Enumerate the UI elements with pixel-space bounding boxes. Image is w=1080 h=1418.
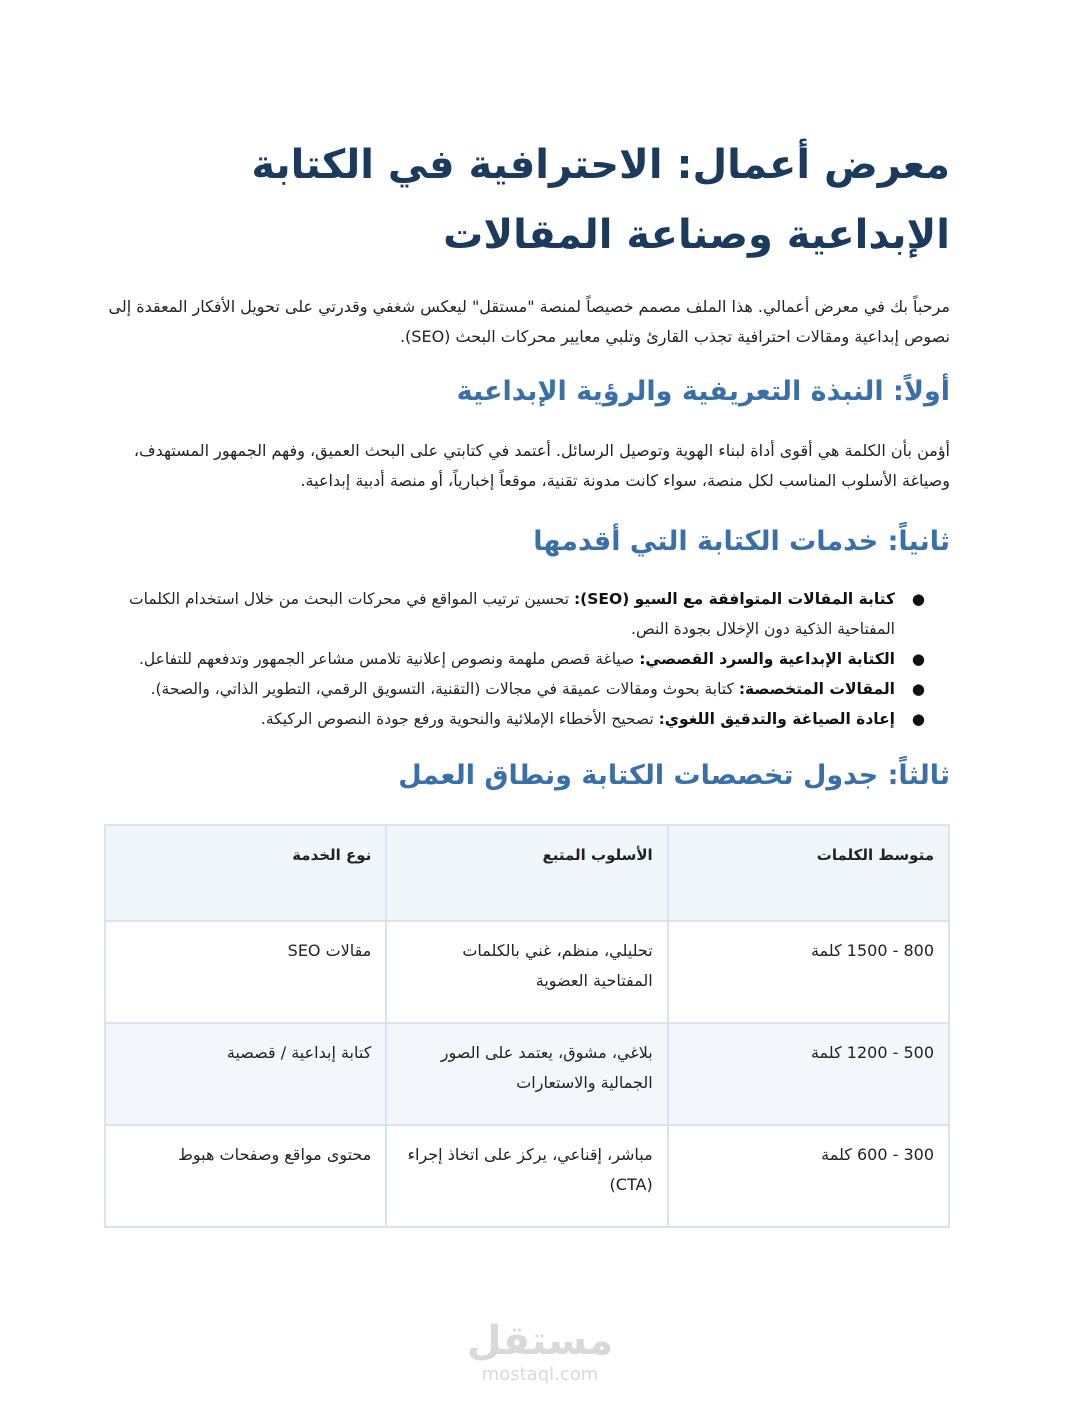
list-item [104, 674, 925, 704]
document-page [104, 130, 950, 1228]
bullet-icon: ● [911, 590, 925, 608]
column-header: متوسط الكلمات [668, 825, 949, 921]
table-cell: 500 - 1200 كلمة [668, 1023, 949, 1125]
page-title: معرض أعمال: الاحترافية في الكتابة الإبداعية وصناعة المقالات [251, 142, 950, 258]
list-item [104, 704, 925, 734]
mostaql-watermark [0, 1318, 1080, 1386]
bullet-icon: ● [911, 710, 925, 728]
mostaql-logo: مستقل [466, 1318, 614, 1364]
service-title: كتابة المقالات المتوافقة مع السيو (SEO): [573, 590, 895, 608]
services-list [104, 584, 950, 734]
service-title: المقالات المتخصصة: [738, 680, 895, 698]
service-title: إعادة الصياغة والتدقيق اللغوي: [658, 710, 895, 728]
column-header: الأسلوب المتبع [386, 825, 667, 921]
table-header-row [105, 825, 949, 921]
service-description: صياغة قصص ملهمة ونصوص إعلانية تلامس مشاعر الجمهور وتدفعهم للتفاعل. [138, 650, 640, 668]
section-heading-services: ثانياً: خدمات الكتابة التي أقدمها [533, 526, 950, 557]
section-heading-profile: أولاً: النبذة التعريفية والرؤية الإبداعية [456, 376, 950, 407]
table-row [105, 921, 949, 1023]
table-cell: 800 - 1500 كلمة [668, 921, 949, 1023]
intro-paragraph: مرحباً بك في معرض أعمالي. هذا الملف مصمم خصيصاً لمنصة "مستقل" ليعكس شغفي وقدرتي على تحويل الأفكار المعقدة إلى نصوص إبداعية ومقالات احترافية تجذب القارئ وتلبي معايير محركات البحث (SEO). [108, 297, 950, 346]
table-cell: محتوى مواقع وصفحات هبوط [105, 1125, 386, 1227]
bullet-icon: ● [911, 650, 925, 668]
specialties-table [104, 824, 950, 1228]
table-cell: تحليلي، منظم، غني بالكلمات المفتاحية العضوية [386, 921, 667, 1023]
bullet-icon: ● [911, 680, 925, 698]
list-item [104, 644, 925, 674]
table-cell: مقالات SEO [105, 921, 386, 1023]
service-description: تحسين ترتيب المواقع في محركات البحث من خلال استخدام الكلمات المفتاحية الذكية دون الإخلال بجودة النص. [129, 590, 895, 638]
table-row [105, 1125, 949, 1227]
service-description: كتابة بحوث ومقالات عميقة في مجالات (التقنية، التسويق الرقمي، التطوير الذاتي، والصحة). [150, 680, 739, 698]
profile-paragraph: أؤمن بأن الكلمة هي أقوى أداة لبناء الهوية وتوصيل الرسائل. أعتمد في كتابتي على البحث العميق، وفهم الجمهور المستهدف، وصياغة الأسلوب المناسب لكل منصة، سواء كانت مدونة تقنية، موقعاً إخبارياً، أو منصة أدبية إبداعية. [133, 441, 950, 490]
column-header: نوع الخدمة [105, 825, 386, 921]
section-heading-table: ثالثاً: جدول تخصصات الكتابة ونطاق العمل [398, 760, 950, 791]
table-row [105, 1023, 949, 1125]
table-cell: 300 - 600 كلمة [668, 1125, 949, 1227]
table-cell: بلاغي، مشوق، يعتمد على الصور الجمالية والاستعارات [386, 1023, 667, 1125]
service-title: الكتابة الإبداعية والسرد القصصي: [639, 650, 895, 668]
mostaql-url: mostaql.com [481, 1364, 599, 1385]
list-item [104, 584, 925, 644]
table-cell: كتابة إبداعية / قصصية [105, 1023, 386, 1125]
table-cell: مباشر، إقناعي، يركز على اتخاذ إجراء (CTA) [386, 1125, 667, 1227]
service-description: تصحيح الأخطاء الإملائية والنحوية ورفع جودة النصوص الركيكة. [260, 710, 659, 728]
